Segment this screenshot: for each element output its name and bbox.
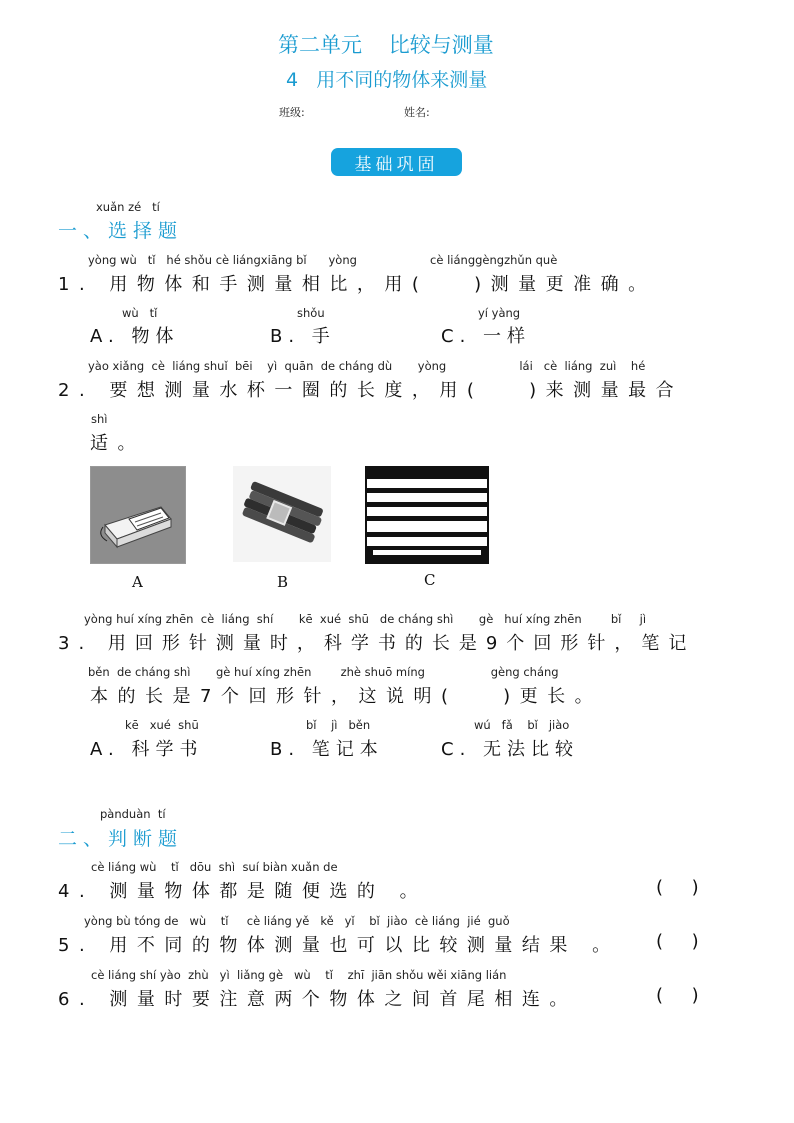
section-badge: 基础巩固	[331, 148, 462, 176]
q4-answer-blank[interactable]: ( )	[656, 877, 699, 898]
marker-pens-image[interactable]	[233, 466, 331, 562]
q2-text-2: 适。	[90, 433, 145, 454]
q6-text: 6. 测量时要注意两个物体之间首尾相连。	[58, 989, 577, 1010]
q1-text: 1. 用物体和手测量相比，用( )测量更准确。	[58, 274, 656, 295]
caption-c: C	[424, 571, 436, 589]
q6-answer-blank[interactable]: ( )	[656, 985, 699, 1006]
pens-icon	[233, 466, 331, 562]
q5-text: 5. 用不同的物体测量也可以比较测量结果 。	[58, 935, 620, 956]
q3-pinyin-2: běn de cháng shì gè huí xíng zhēn zhè shuō míng gèng cháng	[88, 665, 559, 679]
unit-title: 第二单元 比较与测量	[278, 33, 494, 57]
q1-pinyin: yòng wù tǐ hé shǒu cè liángxiāng bǐ yòng cè liánggèngzhǔn què	[88, 253, 558, 267]
eraser-icon	[91, 467, 185, 563]
caption-a: A	[132, 573, 143, 591]
stripes-icon	[365, 466, 489, 564]
q1-option-a[interactable]: A. 物体	[90, 326, 180, 347]
section1-pinyin: xuǎn zé tí	[96, 200, 160, 214]
q1-option-b[interactable]: B. 手	[270, 326, 336, 347]
q3-option-b-pinyin: bǐ jì běn	[306, 718, 371, 732]
q5-answer-blank[interactable]: ( )	[656, 931, 699, 952]
section2-pinyin: pànduàn tí	[100, 807, 166, 821]
q3-text: 3. 用回形针测量时，科学书的长是9个回形针，笔记	[58, 633, 696, 654]
q1-option-c-pinyin: yí yàng	[478, 306, 521, 320]
caption-b: B	[277, 573, 289, 591]
q1-option-b-pinyin: shǒu	[297, 306, 325, 320]
class-label: 班级:	[279, 106, 305, 119]
lesson-title: 4 用不同的物体来测量	[286, 69, 488, 91]
q2-pinyin: yào xiǎng cè liáng shuǐ bēi yì quān de cháng dù yòng lái cè liáng zuì hé	[88, 359, 646, 373]
eraser-image[interactable]	[90, 466, 186, 564]
q1-option-a-pinyin: wù tǐ	[122, 306, 158, 320]
section2-title: 二、判断题	[58, 828, 184, 850]
q6-pinyin: cè liáng shí yào zhù yì liǎng gè wù tǐ zhī jiān shǒu wěi xiāng lián	[91, 968, 507, 982]
q1-option-c[interactable]: C. 一样	[441, 326, 532, 347]
q3-option-c-pinyin: wú fǎ bǐ jiào	[474, 718, 570, 732]
q5-pinyin: yòng bù tóng de wù tǐ cè liáng yě kě yǐ bǐ jiào cè liáng jié guǒ	[84, 914, 510, 928]
q3-option-a-pinyin: kē xué shū	[125, 718, 199, 732]
name-label: 姓名:	[404, 106, 430, 119]
q3-option-b[interactable]: B. 笔记本	[270, 739, 384, 760]
striped-cup-image[interactable]	[365, 466, 489, 564]
q2-text: 2. 要想测量水杯一圈的长度，用( )来测量最合	[58, 380, 684, 401]
q4-pinyin: cè liáng wù tǐ dōu shì suí biàn xuǎn de	[91, 860, 338, 874]
q4-text: 4. 测量物体都是随便选的 。	[58, 881, 428, 902]
q3-text-2: 本的长是7个回形针，这说明( )更长。	[90, 686, 603, 707]
q3-option-a[interactable]: A. 科学书	[90, 739, 204, 760]
q3-pinyin: yòng huí xíng zhēn cè liáng shí kē xué shū de cháng shì gè huí xíng zhēn bǐ jì	[84, 612, 647, 626]
section1-title: 一、选择题	[58, 220, 184, 242]
q3-option-c[interactable]: C. 无法比较	[441, 739, 580, 760]
q2-pinyin-2: shì	[91, 412, 108, 426]
